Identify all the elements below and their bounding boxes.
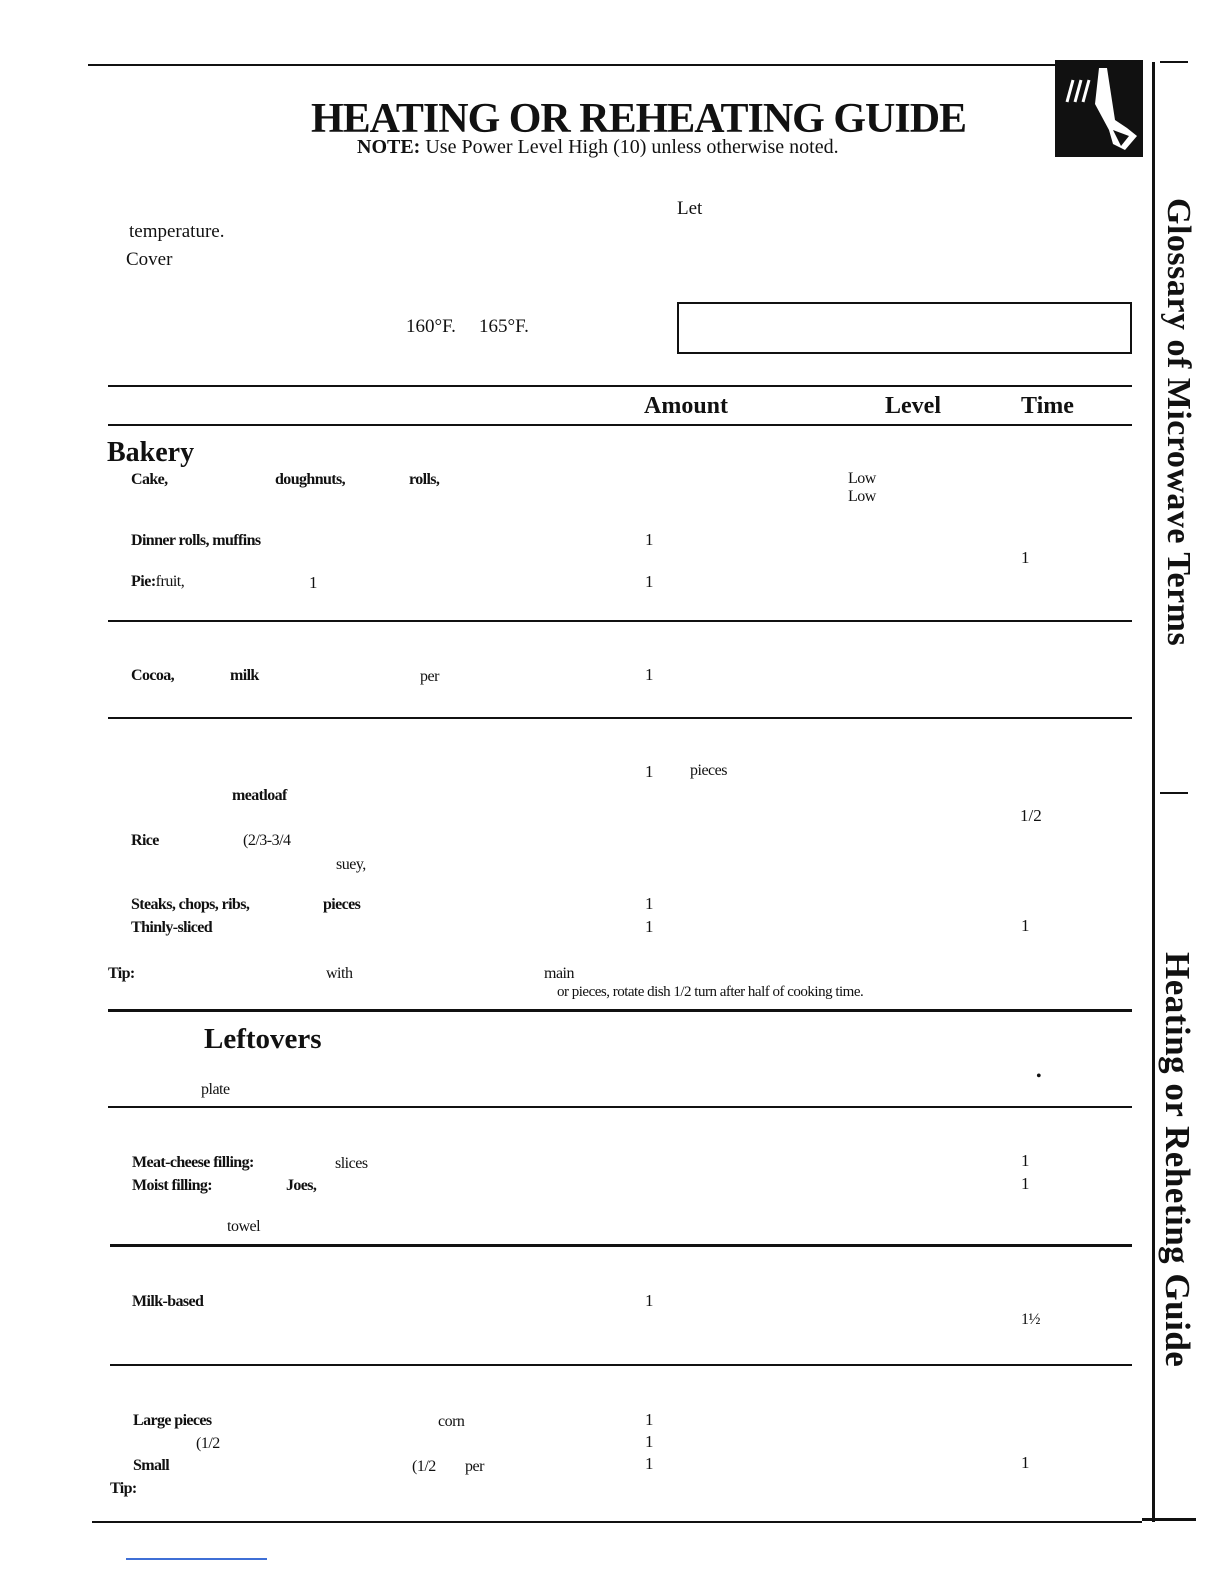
bakery-level-low-1: Low: [848, 470, 876, 487]
beverage-milk: milk: [230, 667, 259, 684]
meats-pieces-amount: pieces: [690, 762, 727, 779]
bakery-pie: [131, 573, 184, 591]
bakery-dinner-rolls: Dinner rolls, muffins: [131, 532, 261, 549]
sandwich-joes: Joes,: [286, 1177, 317, 1194]
sandwich-slices: slices: [335, 1155, 368, 1172]
meats-amount-2: 1: [645, 894, 654, 913]
sandwich-moist: Moist filling:: [132, 1177, 213, 1194]
veg-small: Small: [133, 1457, 170, 1474]
meats-time-half: 1/2: [1020, 806, 1042, 825]
meats-time-3: 1: [1021, 916, 1030, 935]
soup-amount: 1: [645, 1291, 654, 1310]
bakery-level-low-2: Low: [848, 488, 876, 505]
sidebar-rule: [1152, 62, 1155, 1522]
top-rule: [88, 64, 1058, 66]
note-label: NOTE:: [357, 136, 421, 158]
meats-meatloaf: meatloaf: [232, 787, 287, 804]
note-text: Use Power Level High (10) unless otherwise noted.: [425, 136, 839, 158]
sidebar-glossary-tab: Glossary of Microwave Terms: [1160, 198, 1197, 647]
meats-tip-label: Tip:: [108, 965, 135, 982]
sidebar-heating-tab: Heating or Reheting Guide: [1158, 952, 1197, 1368]
leftovers-plate: plate: [201, 1081, 230, 1098]
bakery-rolls: rolls,: [409, 471, 440, 488]
bakery-pie-fruit: fruit,: [155, 573, 185, 590]
sidebar-divider: [1160, 792, 1188, 794]
meats-pieces: pieces: [323, 896, 361, 913]
veg-tip-label: Tip:: [110, 1480, 137, 1497]
meats-thinly-sliced: Thinly-sliced: [131, 919, 213, 936]
veg-amount-2: 1: [645, 1432, 654, 1451]
sandwich-towel: towel: [227, 1218, 261, 1235]
rule-after-sandwiches: [110, 1244, 1132, 1247]
meats-tip-text: or pieces, rotate dish 1/2 turn after half of cooking time.: [557, 984, 864, 1000]
intro-cover: Cover: [126, 249, 173, 270]
bakery-amount-1: 1: [645, 530, 654, 549]
rule-after-bakery: [108, 620, 1132, 622]
veg-amount-3: 1: [645, 1454, 654, 1473]
veg-per: per: [465, 1458, 484, 1475]
rule-after-soups: [110, 1364, 1132, 1366]
beverage-cocoa: Cocoa,: [131, 667, 175, 684]
meats-tip-with: with: [326, 965, 353, 982]
hand-pointer-icon: [1055, 60, 1143, 157]
veg-small-half: (1/2: [412, 1458, 436, 1475]
intro-temp-160: 160°F.: [406, 316, 456, 337]
beverage-per: per: [420, 668, 439, 685]
veg-time-3: 1: [1021, 1453, 1030, 1472]
soup-milk-based: Milk-based: [132, 1293, 204, 1310]
header-bottom-rule: [108, 424, 1132, 426]
meats-suey: suey,: [336, 856, 366, 873]
column-amount: Amount: [644, 393, 729, 419]
meats-rice: Rice: [131, 832, 159, 849]
top-rule-right: [1160, 61, 1188, 63]
blue-underline: [126, 1558, 267, 1560]
bakery-cake: Cake,: [131, 471, 168, 488]
rule-after-beverages: [108, 717, 1132, 719]
leftovers-dot: •: [1036, 1068, 1042, 1085]
temperature-box: [677, 302, 1132, 354]
note-line: [357, 136, 839, 159]
veg-large-pieces: Large pieces: [133, 1412, 212, 1429]
section-leftovers: Leftovers: [204, 1023, 322, 1055]
bakery-amount-2: 1: [645, 572, 654, 591]
meats-amount-3: 1: [645, 917, 654, 936]
table-top-rule: [108, 385, 1132, 387]
sandwich-time-1: 1: [1021, 1151, 1030, 1170]
bakery-time-1: 1: [1021, 548, 1030, 567]
beverage-amount: 1: [645, 665, 654, 684]
meats-steaks: Steaks, chops, ribs,: [131, 896, 250, 913]
column-time: Time: [1021, 393, 1074, 419]
bottom-rule: [92, 1521, 1142, 1523]
veg-corn: corn: [438, 1413, 465, 1430]
intro-temperature: temperature.: [129, 221, 225, 242]
veg-half: (1/2: [196, 1435, 220, 1452]
intro-let: Let: [677, 198, 703, 219]
bottom-rule-right: [1142, 1518, 1196, 1521]
intro-temp-165: 165°F.: [479, 316, 529, 337]
veg-amount-1: 1: [645, 1410, 654, 1429]
rule-after-leftovers: [108, 1106, 1132, 1108]
sandwich-time-2: 1: [1021, 1174, 1030, 1193]
sandwich-meat-cheese: Meat-cheese filling:: [132, 1154, 254, 1171]
bakery-pie-label: Pie:: [131, 573, 156, 590]
section-bakery: Bakery: [107, 437, 195, 468]
bakery-pie-num: 1: [309, 573, 318, 592]
soup-time: 1½: [1021, 1311, 1040, 1328]
column-level: Level: [885, 393, 941, 419]
bakery-doughnuts: doughnuts,: [275, 471, 346, 488]
page-title: HEATING OR REHEATING GUIDE: [311, 96, 967, 142]
rule-after-meats: [108, 1009, 1132, 1012]
meats-tip-main: main: [544, 965, 574, 982]
meats-rice-amount: (2/3-3/4: [243, 832, 291, 849]
meats-amount-1: 1: [645, 762, 654, 781]
